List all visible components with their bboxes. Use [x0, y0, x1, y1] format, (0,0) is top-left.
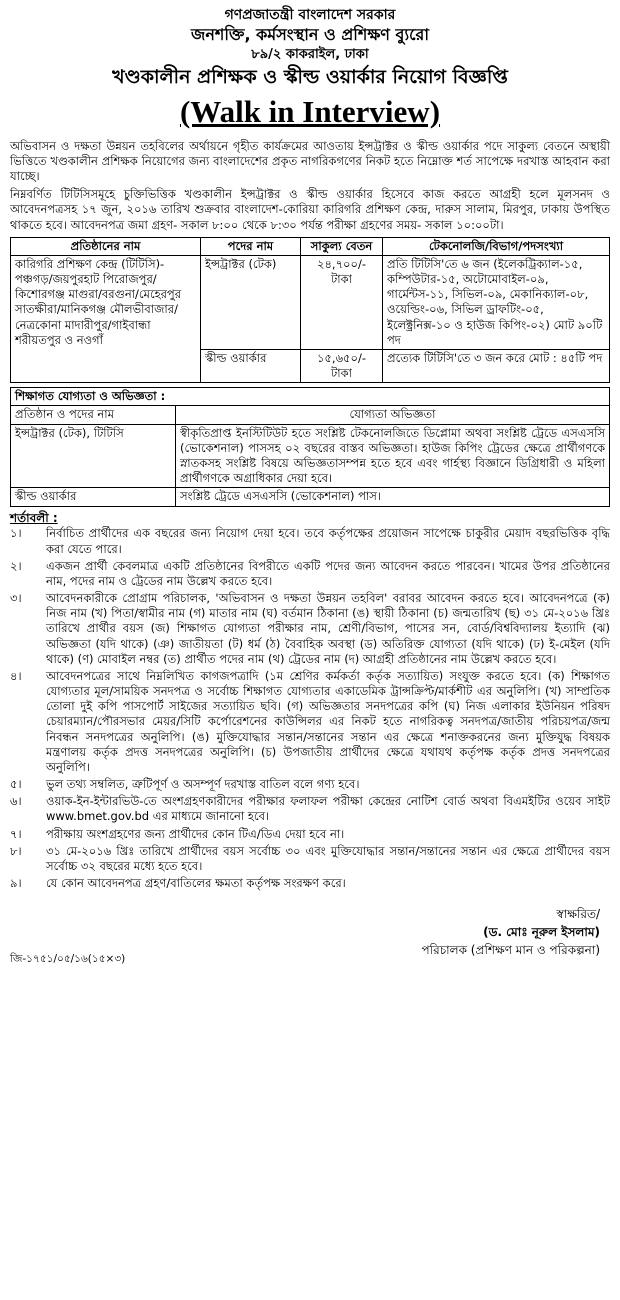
- conditions-list: [10, 526, 610, 891]
- list-item: [10, 794, 610, 824]
- list-item: [10, 669, 610, 775]
- walk-in-title: (Walk in Interview): [179, 93, 441, 129]
- post-name: স্কীল্ড ওয়ার্কার: [201, 349, 301, 382]
- condition-number: ৯।: [10, 876, 22, 891]
- condition-number: ৪।: [10, 668, 22, 683]
- condition-number: ৮।: [10, 843, 22, 858]
- condition-number: ২।: [10, 558, 22, 573]
- notice-header: [10, 6, 610, 133]
- condition-text: নির্বাচিত প্রার্থীদের এক বছরের জন্য নিয়োগ দেয়া হবে। তবে কর্তৃপক্ষের প্রয়োজন সাপেক্ষে চাকুরীর মেয়াদ বছরভিত্তিক বৃদ্ধি করা যেতে পারে।: [46, 526, 610, 556]
- condition-text: যে কোন আবেদনপত্র গ্রহণ/বাতিলের ক্ষমতা কর্তৃপক্ষ সংরক্ষণ করে।: [46, 876, 346, 891]
- condition-text: পরীক্ষায় অংশগ্রহণের জন্য প্রার্থীদের কোন টিএ/ডিএ দেয়া হবে না।: [46, 826, 345, 841]
- condition-text: ভুল তথ্য সম্বলিত, ত্রুটিপূর্ণ ও অসম্পূর্ণ দরখাস্ত বাতিল বলে গণ্য হবে।: [46, 777, 360, 792]
- technology-posts: প্রত্যেক টিটিসি'তে ৩ জন করে মোট : ৪৫টি পদ: [383, 349, 610, 382]
- list-item: [10, 526, 610, 556]
- intro-paragraph-1: অভিবাসন ও দক্ষতা উন্নয়ন তহবিলের অর্থায়নে গৃহীত কার্যক্রমের আওতায় ইন্সট্রাক্টর ও স্কীল্ড ওয়ার্কার পদে সাকুল্য বেতনে অস্থায়ী ভিত্তিতে খণ্ডকালীন প্রশিক্ষক নিয়োগের জন্য বাংলাদেশের প্রকৃত নাগরিকগণের নিকট হতে নিম্নোক্ত শর্ত সাপেক্ষে দরখাস্ত আহবান করা যাচ্ছে।: [10, 138, 610, 184]
- signatory-name: (ড. মোঃ নূরুল ইসলাম): [483, 925, 600, 940]
- qual-col-post: প্রতিষ্ঠান ও পদের নাম: [11, 406, 176, 424]
- salary: ২৪,৭০০/- টাকা: [301, 255, 383, 349]
- list-item: [10, 559, 610, 589]
- list-item: [10, 844, 610, 874]
- agency-address: ৮৯/২ কাকরাইল, ঢাকা: [251, 46, 369, 62]
- table-row: [11, 424, 610, 488]
- condition-text: আবেদনপত্রের সাথে নিম্নলিখিত কাগজপত্রাদি (১ম শ্রেণির কর্মকর্তা কর্তৃক সত্যায়িত) সংযুক্ত করতে হবে। (ক) শিক্ষাগত যোগ্যতার মূল/সাময়িক সনদপত্র ও সর্বোচ্চ শিক্ষাগত যোগ্যতার একাডেমিক ট্রান্সক্রিপ্ট/মার্কশীট এর অনুলিপি। (খ) সাম্প্রতিক তোলা দুই কপি পাসপোর্ট সাইজের সত্যায়িত ছবি। (গ) অভিজ্ঞতার সনদপত্রের কপি (ঘ) নিজ এলাকার ইউনিয়ন পরিষদ চেয়ারম্যান/পৌরসভার মেয়র/সিটি কর্পোরেশনের কাউন্সিলর এর নিকট হতে নাগরিকত্ব সনদপত্র/জাতীয় পরিচয়পত্র/জন্ম নিবন্ধন সনদপত্রের অনুলিপি। (ঙ) মুক্তিযোদ্ধার সন্তান/সন্তানের সন্তান এর ক্ষেত্রে শনাক্তকরনের জন্য মুক্তিযুদ্ধ বিষয়ক মন্ত্রণালয় কর্তৃক প্রদত্ত সনদপত্রের অনুলিপি। (চ) উপজাতীয় প্রার্থীদের ক্ষেত্রে যথাযথ কর্তৃপক্ষ কর্তৃক প্রদত্ত সনদপত্রের অনুলিপি।: [46, 668, 610, 774]
- col-salary: সাকুল্য বেতন: [301, 237, 383, 255]
- list-item: [10, 827, 610, 842]
- signature-block: [10, 905, 610, 959]
- qual-col-requirement: যোগ্যতা অভিজ্ঞতা: [176, 406, 610, 424]
- posts-table: [10, 237, 610, 384]
- conditions-title: শর্তাবলী :: [10, 510, 58, 525]
- condition-text: আবেদনকারীকে প্রোগ্রাম পরিচালক, 'অভিবাসন ও দক্ষতা উন্নয়ন তহবিল' বরাবর আবেদন করতে হবে। আবেদনপত্রে (ক) নিজ নাম (খ) পিতা/স্বামীর নাম (গ) মাতার নাম (ঘ) বর্তমান ঠিকানা (ঙ) স্থায়ী ঠিকানা (চ) জন্মতারিখ (ছ) ৩১ মে-২০১৬ খ্রিঃ তারিখে প্রার্থীর বয়স (জ) শিক্ষাগত যোগ্যতা পরীক্ষার নাম, শ্রেণী/বিভাগ, পাসের সন, বোর্ড/বিশ্ববিদ্যালয় ইত্যাদি (ঝ) অভিজ্ঞতা (যদি থাকে) (ঞ) জাতীয়তা (ট) ধর্ম (ঠ) বৈবাহিক অবস্থা (ড) অতিরিক্ত যোগ্যতা (যদি থাকে) (ঢ) ই-মেইল (যদি থাকে) (ণ) মোবাইল নম্বর (ত) প্রার্থীত পদের নাম (থ) ট্রেডের নাম (দ) আগ্রহী প্রতিষ্ঠানের নাম উল্লেখ করতে হবে।: [46, 591, 610, 666]
- qual-post: ইন্সট্রাক্টর (টেক), টিটিসি: [11, 424, 176, 488]
- salary: ১৫,৬৫০/- টাকা: [301, 349, 383, 382]
- posts-table-header: [11, 237, 610, 255]
- signatory-designation: পরিচালক (প্রশিক্ষণ মান ও পরিকল্পনা): [421, 943, 600, 958]
- agency-name: জনশক্তি, কর্মসংস্থান ও প্রশিক্ষণ ব্যুরো: [191, 25, 429, 45]
- qualification-table: [10, 387, 610, 506]
- intro-paragraph-2: নিম্নবর্ণিত টিটিসিসমূহে চুক্তিভিত্তিক খণ্ডকালীন ইন্সট্রাক্টর ও স্কীল্ড ওয়ার্কার হিসেবে কাজ করতে আগ্রহী হলে মূলসনদ ও আবেদনপত্রসহ ১৭ জুন, ২০১৬ তারিখ শুক্রবার বাংলাদেশ-কোরিয়া কারিগরি প্রশিক্ষণ কেন্দ্র, দারুস সালাম, মিরপুর, ঢাকায় উপস্থিত থাকতে হবে। আবেদনপত্র জমা গ্রহণ- সকাল ৮:০০ থেকে ৮:৩০ পর্যন্ত পরীক্ষা গ্রহণের সময়- সকাল ১০:০০টা।: [10, 187, 610, 232]
- reference-number: জি-১৭৫১/০৫/১৬(১৫×৩): [10, 953, 126, 966]
- condition-number: ৭।: [10, 826, 22, 841]
- condition-text: ৩১ মে-২০১৬ খ্রিঃ তারিখে প্রার্থীদের বয়স সর্বোচ্চ ৩০ এবং মুক্তিযোদ্ধার সন্তান/সন্তানের সন্তান এর ক্ষেত্রে প্রার্থীদের বয়স সর্বোচ্চ ৩২ বছরের মধ্যে হতে হবে।: [46, 843, 610, 873]
- notice-title: খণ্ডকালীন প্রশিক্ষক ও স্কীল্ড ওয়ার্কার নিয়োগ বিজ্ঞপ্তি: [112, 65, 508, 88]
- col-technology: টেকনোলজি/বিভাগ/পদসংখ্যা: [383, 237, 610, 255]
- qual-post: স্কীল্ড ওয়ার্কার: [11, 488, 176, 506]
- signed-label: স্বাক্ষরিত/: [556, 907, 600, 922]
- condition-number: ৩।: [10, 591, 22, 606]
- list-item: [10, 876, 610, 891]
- qualification-title: শিক্ষাগত যোগ্যতা ও অভিজ্ঞতা :: [11, 388, 610, 406]
- condition-text: ওয়াক-ইন-ইন্টারভিউ-তে অংশগ্রহণকারীদের পরীক্ষার ফলাফল পরীক্ষা কেন্দ্রের নোটিশ বোর্ড অথবা বিএমইটির ওয়েব সাইট www.bmet.gov.bd এর মাধ্যমে জানানো হবে।: [46, 794, 610, 824]
- condition-number: ৫।: [10, 777, 22, 792]
- condition-number: ১।: [10, 526, 22, 541]
- government-name: গণপ্রজাতন্ত্রী বাংলাদেশ সরকার: [224, 7, 396, 23]
- qual-requirement: স্বীকৃতিপ্রাপ্ত ইনস্টিটিউট হতে সংশ্লিষ্ট টেকনোলজিতে ডিপ্লোমা অথবা সংশ্লিষ্ট ট্রেডে এসএসসি (ভোকেশনাল) পাসসহ ০২ বছরের বাস্তব অভিজ্ঞতা। হাউজ কিপিং ট্রেডের ক্ষেত্রে প্রার্থীগণকে স্নাতকসহ সংশ্লিষ্ট বিষয়ে অভিজ্ঞতাসম্পন্ন হতে হবে এবং গার্হস্থ্য বিজ্ঞানে ডিগ্রিধারী ও মহিলা প্রার্থীগণকে অগ্রাধিকার দেয়া হবে।: [176, 424, 610, 488]
- col-post: পদের নাম: [201, 237, 301, 255]
- table-row: [11, 255, 610, 349]
- qualification-header: [11, 406, 610, 424]
- list-item: [10, 591, 610, 667]
- table-row: [11, 488, 610, 506]
- technology-posts: প্রতি টিটিসি'তে ৬ জন (ইলেকট্রিক্যাল-১৫, কম্পিউটার-১৫, অটোমোবাইল-০৯, গার্মেন্টস-১১, সিভিল-০৯, মেকানিক্যাল-০৮, ওয়েল্ডিং-০৬, সিভিল ড্রাফটিং-০৫, ইলেক্ট্রনিক্স-১০ ও হাউজ কিপিং-০২) মোট ৯০টি পদ: [383, 255, 610, 349]
- post-name: ইন্সট্রাক্টর (টেক): [201, 255, 301, 349]
- list-item: [10, 777, 610, 792]
- condition-text: একজন প্রার্থী কেবলমাত্র একটি প্রতিষ্ঠানের বিপরীতে একটি পদের জন্য আবেদন করতে পারবেন। খামের উপর প্রতিষ্ঠানের নাম, পদের নাম ও ট্রেডের নাম উল্লেখ করতে হবে।: [46, 558, 610, 588]
- condition-number: ৬।: [10, 794, 22, 809]
- qual-requirement: সংশ্লিষ্ট ট্রেডে এসএসসি (ভোকেশনাল) পাস।: [176, 488, 610, 506]
- institution-list: কারিগরি প্রশিক্ষণ কেন্দ্র (টিটিসি)- পঞ্চগড়/জয়পুরহাট পিরোজপুর/কিশোরগঞ্জ মাগুরা/বরগুনা/মেহেরপুর সাতক্ষীরা/মানিকগঞ্জ মৌলভীবাজার/নেত্রকোনা মাদারীপুর/গাইবান্ধা শরীয়তপুর ও নওগাঁ: [11, 255, 201, 382]
- col-institution: প্রতিষ্ঠানের নাম: [11, 237, 201, 255]
